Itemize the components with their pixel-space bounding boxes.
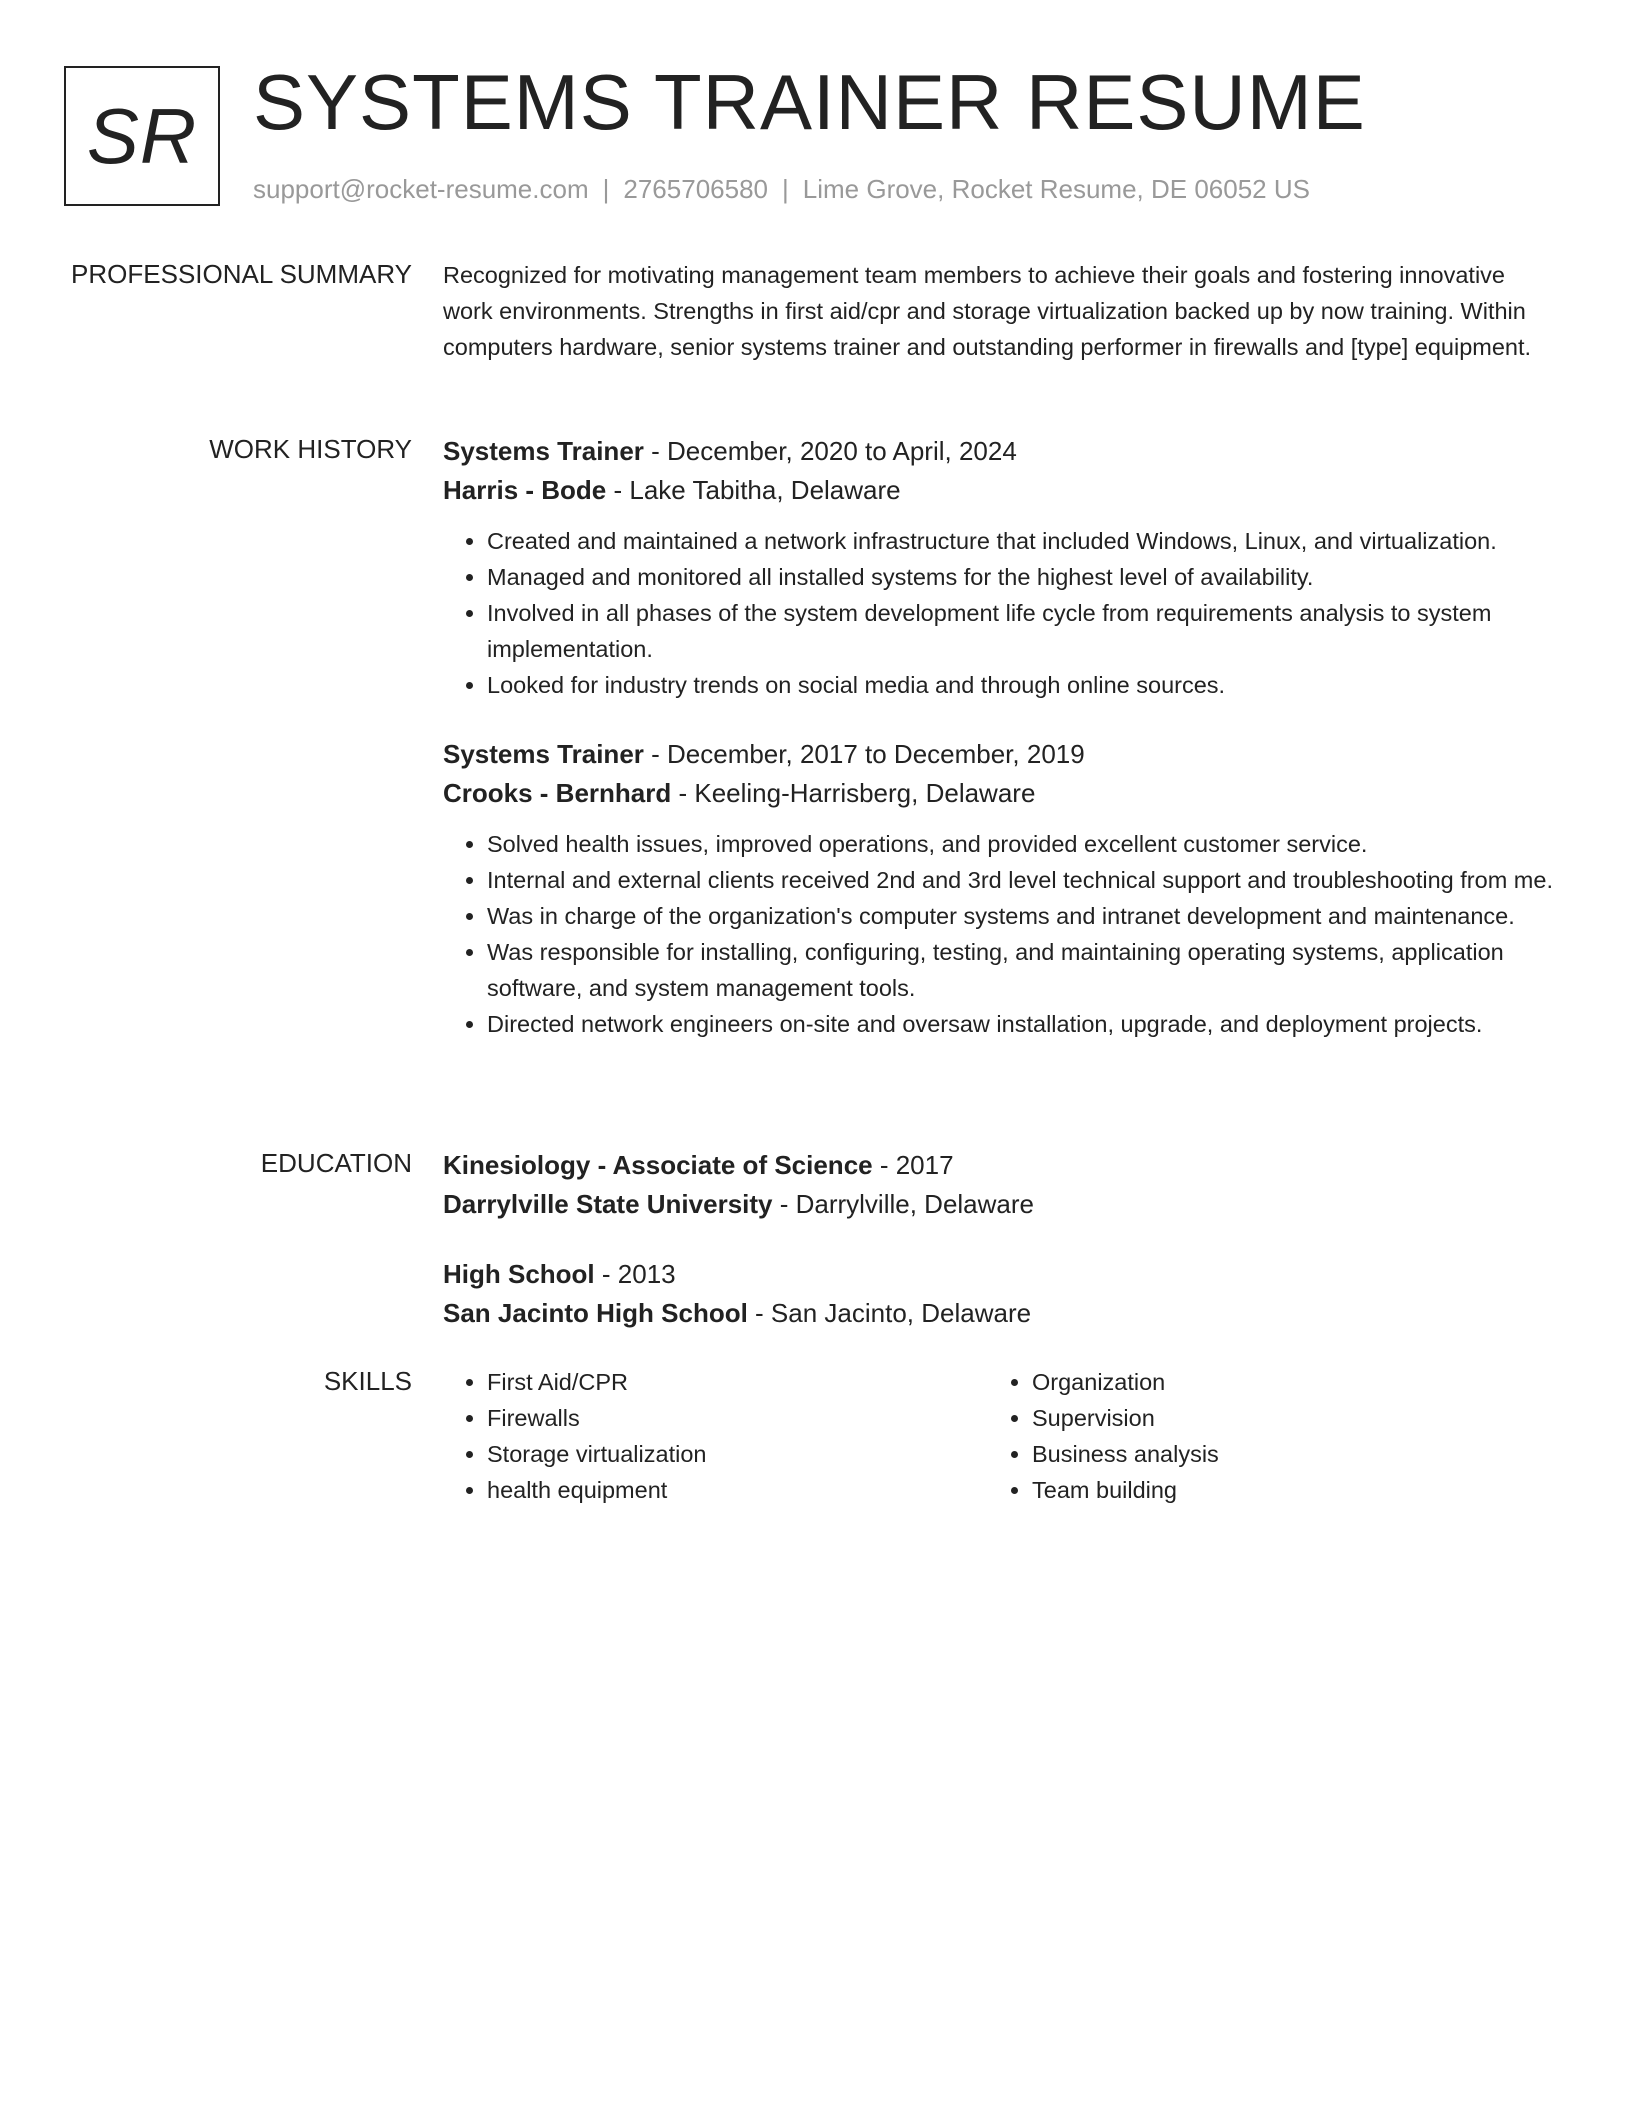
job-company: Harris - Bode (443, 475, 607, 505)
skills-list (988, 1364, 1219, 1508)
job-bullet: • Managed and monitored all installed systems for the highest level of availability. (487, 559, 1553, 595)
education-entry (443, 1255, 1553, 1332)
education-school-line (443, 1185, 1553, 1223)
contact-email: support@rocket-resume.com (253, 174, 589, 204)
job-bullet: • Involved in all phases of the system development life cycle from requirements analysis to system implementation. (487, 595, 1553, 667)
job-company: Crooks - Bernhard (443, 778, 672, 808)
job-bullet: • Created and maintained a network infrastructure that included Windows, Linux, and virtualization. (487, 523, 1553, 559)
skill-item: • Firewalls (487, 1400, 706, 1436)
job-location: - Lake Tabitha, Delaware (606, 475, 901, 505)
education-degree: Kinesiology - Associate of Science (443, 1150, 873, 1180)
skills-column-left (443, 1364, 706, 1508)
job-company-line (443, 774, 1553, 812)
education-entry (443, 1146, 1553, 1223)
job-bullet: • Directed network engineers on-site and oversaw installation, upgrade, and deployment projects. (487, 1006, 1553, 1042)
skills-list (443, 1364, 706, 1508)
contact-line (253, 172, 1310, 206)
job-title: Systems Trainer (443, 436, 644, 466)
job-entry (443, 735, 1553, 1042)
job-dates: - December, 2020 to April, 2024 (643, 436, 1017, 466)
section-label-skills: SKILLS (323, 1366, 412, 1396)
section-label-education: EDUCATION (260, 1148, 412, 1178)
education-location: - Darrylville, Delaware (772, 1189, 1034, 1219)
education-degree: High School (443, 1259, 595, 1289)
skill-item: • Storage virtualization (487, 1436, 706, 1472)
skills-column-right (988, 1364, 1219, 1508)
job-bullets (443, 826, 1553, 1042)
skill-item: • Team building (1032, 1472, 1219, 1508)
job-entry (443, 432, 1553, 703)
job-bullet: • Internal and external clients received 2nd and 3rd level technical support and troubleshooting from me. (487, 862, 1553, 898)
resume-title: SYSTEMS TRAINER RESUME (253, 58, 1366, 146)
contact-address: Lime Grove, Rocket Resume, DE 06052 US (802, 174, 1310, 204)
education-location: - San Jacinto, Delaware (747, 1298, 1032, 1328)
summary-text: Recognized for motivating management team members to achieve their goals and fostering innovative work environments. Strengths in first aid/cpr and storage virtualization backed up by now training. Within computers hardware, senior systems trainer and outstanding performer in firewalls and [type] equipment. (443, 262, 1532, 360)
job-title-line (443, 735, 1553, 773)
job-location: - Keeling-Harrisberg, Delaware (671, 778, 1036, 808)
summary-content (443, 257, 1553, 365)
job-title: Systems Trainer (443, 739, 644, 769)
job-dates: - December, 2017 to December, 2019 (643, 739, 1085, 769)
section-label-work-history: WORK HISTORY (209, 434, 412, 464)
job-title-line (443, 432, 1553, 470)
education-school-line (443, 1294, 1553, 1332)
contact-separator: | (602, 174, 610, 204)
job-bullet: • Solved health issues, improved operations, and provided excellent customer service. (487, 826, 1553, 862)
education-year: - 2017 (872, 1150, 954, 1180)
education-degree-line (443, 1255, 1553, 1293)
section-label-summary: PROFESSIONAL SUMMARY (71, 259, 412, 289)
skill-item: • health equipment (487, 1472, 706, 1508)
education-school: San Jacinto High School (443, 1298, 748, 1328)
skill-item: • Organization (1032, 1364, 1219, 1400)
job-bullets (443, 523, 1553, 703)
education-degree-line (443, 1146, 1553, 1184)
skill-item: • First Aid/CPR (487, 1364, 706, 1400)
skill-item: • Supervision (1032, 1400, 1219, 1436)
skill-item: • Business analysis (1032, 1436, 1219, 1472)
contact-phone: 2765706580 (623, 174, 768, 204)
monogram-logo: SR (64, 66, 220, 206)
contact-separator: | (782, 174, 789, 204)
job-company-line (443, 471, 1553, 509)
job-bullet: • Was in charge of the organization's computer systems and intranet development and maintenance. (487, 898, 1553, 934)
job-bullet: • Looked for industry trends on social media and through online sources. (487, 667, 1553, 703)
job-bullet: • Was responsible for installing, configuring, testing, and maintaining operating systems, application software, and system management tools. (487, 934, 1553, 1006)
education-year: - 2013 (594, 1259, 676, 1289)
education-school: Darrylville State University (443, 1189, 773, 1219)
